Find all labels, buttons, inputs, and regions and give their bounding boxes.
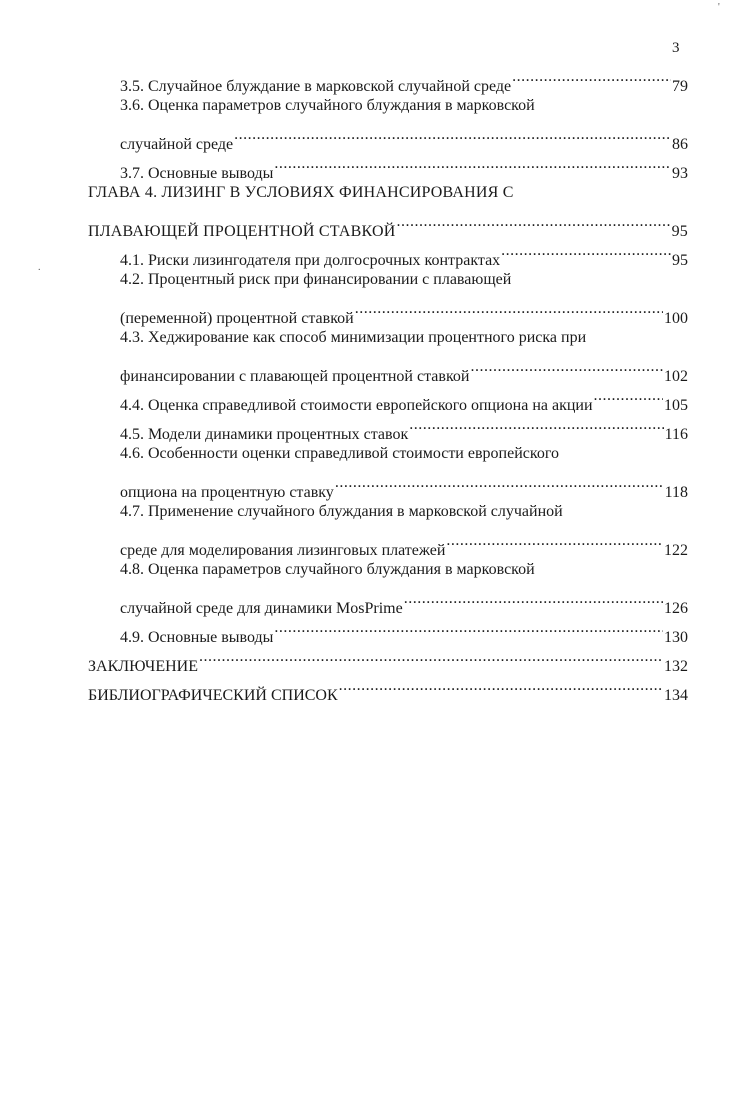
- toc-entry: [88, 265, 688, 294]
- page-number: 3: [672, 40, 680, 56]
- toc-entry-page: 134: [664, 687, 688, 704]
- toc-entry-page: 102: [664, 368, 688, 385]
- toc-entry-title: финансировании с плавающей процентной ставкой: [120, 368, 470, 385]
- toc-leader: [512, 62, 671, 91]
- toc-leader: [594, 381, 663, 410]
- toc-leader: [409, 410, 663, 439]
- toc-entry-title: ПЛАВАЮЩЕЙ ПРОЦЕНТНОЙ СТАВКОЙ: [88, 223, 396, 240]
- toc-entry: [88, 62, 688, 95]
- toc-entry-title: 3.5. Случайное блуждание в марковской случайной среде: [120, 78, 512, 95]
- toc-entry-page: 100: [664, 310, 688, 327]
- toc-entry-title: 4.7. Применение случайного блуждания в марковской случайной: [120, 503, 563, 520]
- toc-entry-page: 126: [664, 600, 688, 617]
- toc-entry-title: 4.5. Модели динамики процентных ставок: [120, 426, 409, 443]
- toc-entry-page: 122: [664, 542, 688, 559]
- toc-entry-title: случайной среде для динамики MosPrime: [120, 600, 403, 617]
- toc-entry-page: 95: [671, 223, 688, 240]
- toc-entry-page: 132: [664, 658, 688, 675]
- toc-leader: [501, 236, 671, 265]
- toc-entry-title: ЗАКЛЮЧЕНИЕ: [88, 658, 198, 675]
- toc-entry: [88, 120, 688, 153]
- toc-entry-title: 4.1. Риски лизингодателя при долгосрочных контрактах: [120, 252, 501, 269]
- toc-entry-page: 95: [672, 252, 688, 269]
- toc-leader: [274, 149, 671, 178]
- toc-entry: [88, 497, 688, 526]
- toc-entry: [88, 555, 688, 584]
- toc-entry-page: 116: [664, 426, 688, 443]
- toc-entry: [88, 468, 688, 501]
- toc-entry-title: 4.2. Процентный риск при финансировании с плавающей: [120, 271, 512, 288]
- toc-entry: [88, 294, 688, 327]
- toc-entry-page: 105: [664, 397, 688, 414]
- toc-entry-page: 86: [672, 136, 688, 153]
- toc-leader: [355, 294, 663, 323]
- toc-chapter: [88, 178, 688, 207]
- scan-mark: .: [38, 262, 41, 273]
- toc-entry-title: (переменной) процентной ставкой: [120, 310, 354, 327]
- toc-leader: [199, 642, 663, 671]
- toc-leader: [339, 671, 663, 700]
- toc-entry-page: 93: [672, 165, 688, 182]
- toc-entry-page: 79: [672, 78, 688, 95]
- toc-entry-title: 4.8. Оценка параметров случайного блуждания в марковской: [120, 561, 535, 578]
- toc-entry-title: 3.6. Оценка параметров случайного блуждания в марковской: [120, 97, 535, 114]
- toc-entry-title: среде для моделирования лизинговых платежей: [120, 542, 446, 559]
- toc-entry-title: БИБЛИОГРАФИЧЕСКИЙ СПИСОК: [88, 687, 338, 704]
- toc-entry-title: ГЛАВА 4. ЛИЗИНГ В УСЛОВИЯХ ФИНАНСИРОВАНИЯ С: [88, 184, 514, 201]
- toc-chapter: [88, 207, 688, 240]
- toc-entry-title: случайной среде: [120, 136, 234, 153]
- toc-leader: [396, 207, 670, 236]
- toc-entry: [88, 584, 688, 617]
- toc-leader: [274, 613, 663, 642]
- table-of-contents: [88, 62, 688, 704]
- toc-leader: [470, 352, 663, 381]
- toc-entry-page: 130: [664, 629, 688, 646]
- toc-entry: [88, 323, 688, 352]
- toc-entry-title: 4.6. Особенности оценки справедливой стоимости европейского: [120, 445, 559, 462]
- scan-mark: ': [718, 2, 720, 13]
- toc-leader: [234, 120, 671, 149]
- toc-entry: [88, 91, 688, 120]
- toc-leader: [446, 526, 663, 555]
- toc-entry-page: 118: [664, 484, 688, 501]
- toc-entry-title: 4.9. Основные выводы: [120, 629, 274, 646]
- toc-entry: [88, 526, 688, 559]
- toc-entry-title: 3.7. Основные выводы: [120, 165, 274, 182]
- toc-entry-title: 4.3. Хеджирование как способ минимизации процентного риска при: [120, 329, 587, 346]
- toc-entry: [88, 439, 688, 468]
- toc-entry: [88, 352, 688, 385]
- toc-leader: [404, 584, 663, 613]
- toc-entry-title: опциона на процентную ставку: [120, 484, 334, 501]
- toc-entry-title: 4.4. Оценка справедливой стоимости европейского опциона на акции: [120, 397, 593, 414]
- toc-leader: [335, 468, 664, 497]
